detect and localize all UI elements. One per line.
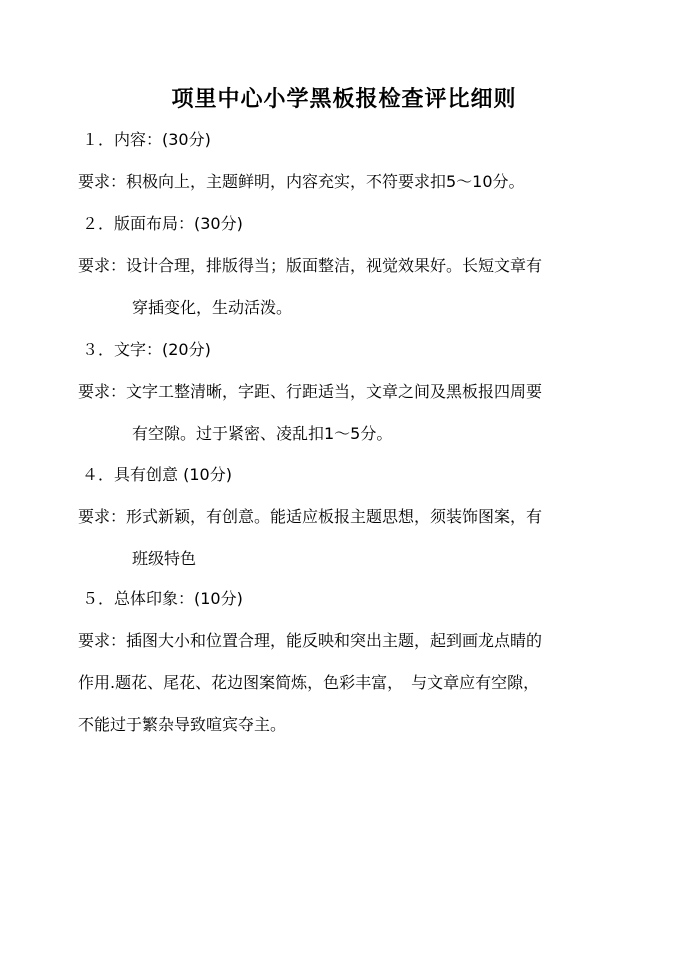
section-1-heading: １．内容：(30分) (82, 130, 211, 149)
section-5-heading: ５．总体印象：(10分) (82, 589, 243, 608)
section-1-line-1: 要求：积极向上，主题鲜明，内容充实，不符要求扣5～10分。 (78, 172, 525, 191)
section-2-line-1: 要求：设计合理，排版得当；版面整洁，视觉效果好。长短文章有 (78, 256, 543, 275)
section-2-heading: ２．版面布局：(30分) (82, 214, 243, 233)
section-3-line-1: 要求：文字工整清晰，字距、行距适当，文章之间及黑板报四周要 (78, 382, 543, 401)
section-5-line-2: 作用.题花、尾花、花边图案简炼，色彩丰富， 与文章应有空隙， (78, 673, 540, 692)
section-2-line-2: 穿插变化，生动活泼。 (132, 298, 293, 317)
section-5-line-1: 要求：插图大小和位置合理，能反映和突出主题，起到画龙点睛的 (78, 631, 543, 650)
section-3-heading: ３．文字：(20分) (82, 340, 211, 359)
section-4-line-1: 要求：形式新颖，有创意。能适应板报主题思想，须装饰图案，有 (78, 507, 543, 526)
section-3-line-2: 有空隙。过于紧密、凌乱扣1～5分。 (132, 424, 393, 443)
document-title: 项里中心小学黑板报检查评比细则 (171, 86, 517, 112)
section-4-heading: ４．具有创意 (10分) (82, 465, 232, 484)
section-5-line-3: 不能过于繁杂导致喧宾夺主。 (78, 715, 287, 734)
section-4-line-2: 班级特色 (132, 549, 197, 568)
